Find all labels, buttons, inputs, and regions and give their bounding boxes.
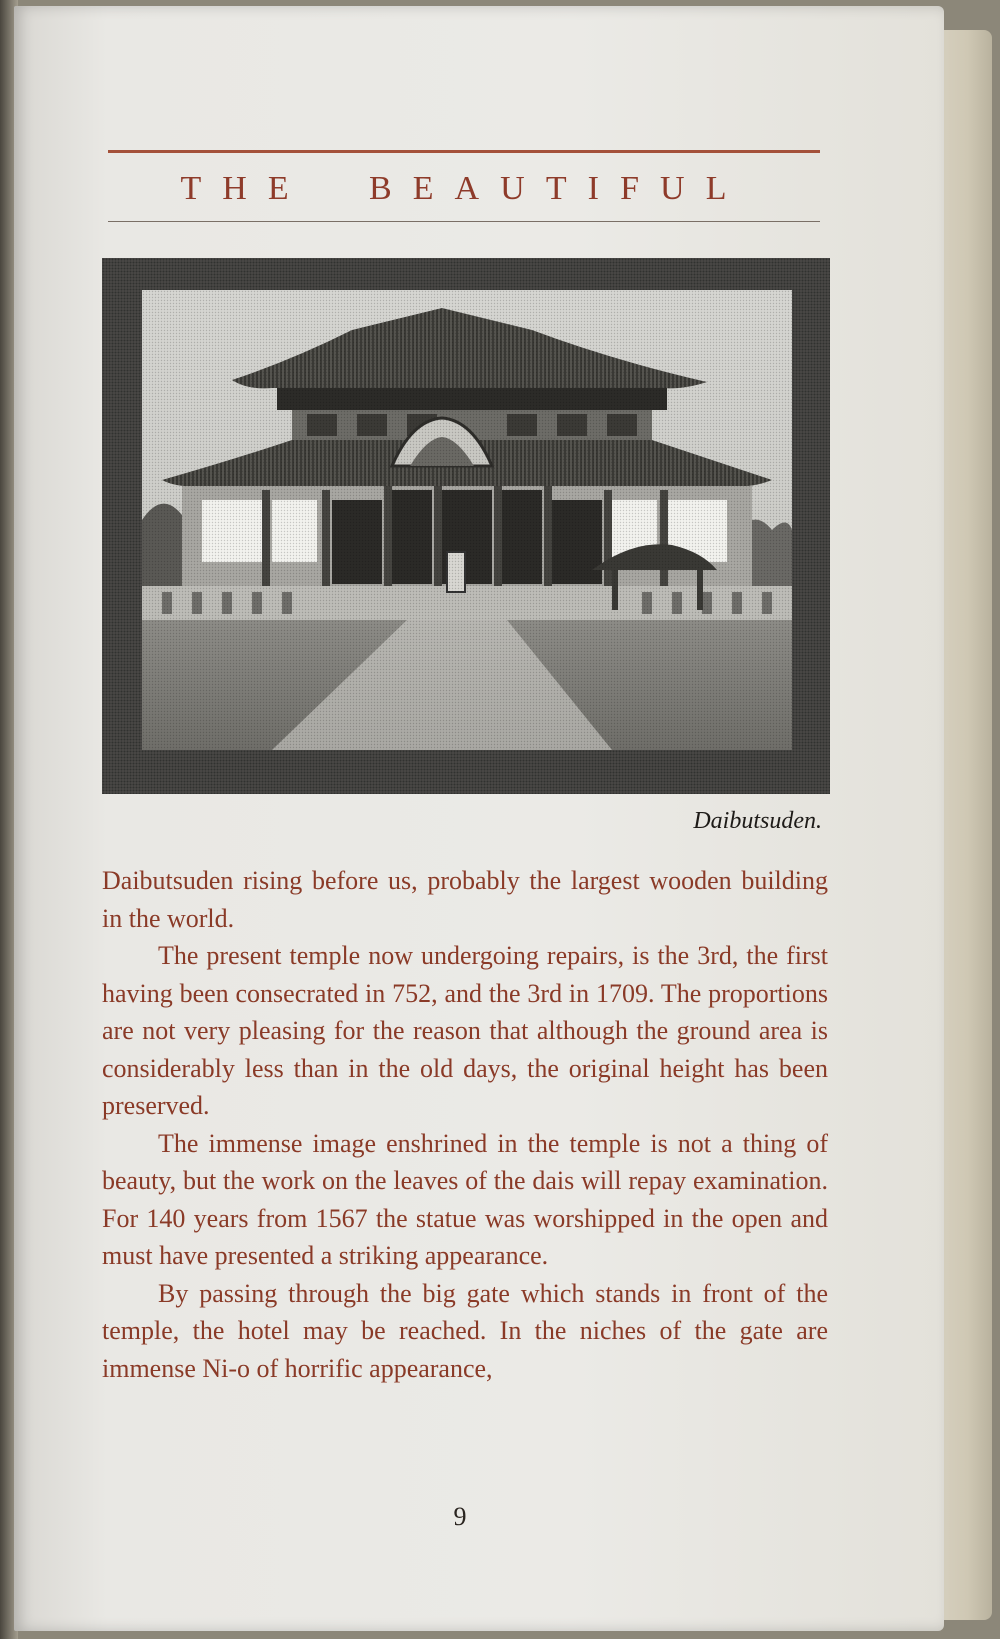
running-head: THE BEAUTIFUL xyxy=(180,170,748,207)
paragraph: Daibutsuden rising before us, probably the largest wooden building in the world. xyxy=(102,866,828,933)
temple-photo xyxy=(142,290,792,750)
body-text xyxy=(102,862,828,1387)
photo-caption: Daibutsuden. xyxy=(693,808,822,834)
page-number: 9 xyxy=(453,1502,467,1531)
paragraph: The immense image enshrined in the temple is not a thing of beauty, but the work on the leaves of the dais will repay examination. For 140 years from 1567 the statue was worshipped in the open and must have presented a striking appearance. xyxy=(102,1128,828,1270)
photo-frame xyxy=(102,258,830,794)
header-rule-bottom xyxy=(108,221,820,222)
paragraph: The present temple now undergoing repairs, is the 3rd, the first having been consecrated in 752, and the 3rd in 1709. The proportions are not very pleasing for the reason that although the ground area is considerably less than in the old days, the original height has been preserved. xyxy=(102,941,828,1120)
paragraph: By passing through the big gate which stands in front of the temple, the hotel may be reached. In the niches of the gate are immense Ni-o of horrific appearance, xyxy=(102,1278,828,1383)
header-rule-top xyxy=(108,150,820,153)
temple-illustration xyxy=(142,290,792,750)
